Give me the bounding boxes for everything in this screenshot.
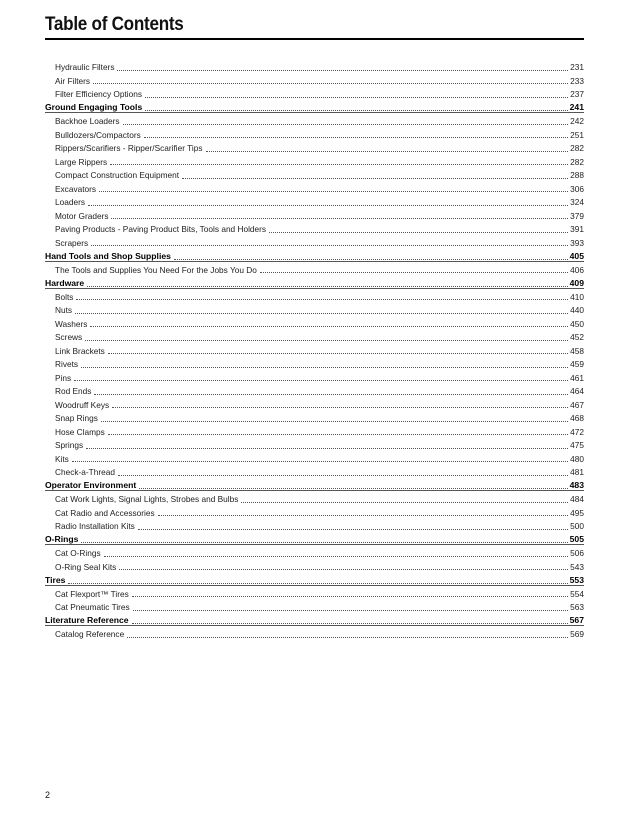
toc-entry[interactable] [45, 490, 584, 504]
toc-entry[interactable] [45, 207, 584, 221]
toc-entry-label: Hand Tools and Shop Supplies [45, 250, 171, 261]
toc-entry-label: Screws [55, 332, 83, 343]
toc-entry-label: Compact Construction Equipment [55, 170, 180, 181]
toc-entry[interactable] [45, 504, 584, 518]
toc-entry[interactable] [45, 517, 584, 531]
dot-leader [111, 217, 568, 219]
dot-leader [81, 366, 568, 368]
title-rule [45, 38, 584, 40]
toc-entry-label: Filter Efficiency Options [55, 89, 142, 100]
toc-page-number: 379 [570, 210, 584, 221]
dot-leader [145, 96, 568, 98]
dot-leader [138, 528, 568, 530]
dot-leader [112, 406, 568, 408]
toc-entry[interactable] [45, 139, 584, 153]
toc-entry[interactable] [45, 180, 584, 194]
table-of-contents [45, 58, 584, 639]
toc-page-number: 484 [570, 494, 584, 505]
dot-leader [174, 258, 568, 260]
dot-leader [144, 136, 568, 138]
toc-entry-label: Literature Reference [45, 615, 129, 626]
toc-page-number: 506 [570, 548, 584, 559]
toc-page-number: 440 [570, 305, 584, 316]
toc-page-number: 452 [570, 332, 584, 343]
toc-entry-label: Operator Environment [45, 480, 137, 491]
toc-entry[interactable] [45, 423, 584, 437]
toc-page-number: 569 [570, 629, 584, 640]
toc-entry-label: O-Rings [45, 534, 79, 545]
toc-page-number: 461 [570, 372, 584, 383]
dot-leader [101, 420, 568, 422]
toc-entry-label: Cat Radio and Accessories [55, 507, 155, 518]
toc-page-number: 288 [570, 170, 584, 181]
toc-entry[interactable] [45, 328, 584, 342]
toc-entry[interactable] [45, 436, 584, 450]
toc-entry-label: Radio Installation Kits [55, 521, 135, 532]
toc-section-heading[interactable] [45, 571, 584, 585]
toc-entry[interactable] [45, 234, 584, 248]
toc-page-number: 251 [570, 129, 584, 140]
toc-entry-label: Bulldozers/Compactors [55, 129, 141, 140]
toc-page-number: 495 [570, 507, 584, 518]
toc-entry-label: Rippers/Scarifiers - Ripper/Scarifier Tips [55, 143, 203, 154]
toc-page-number: 467 [570, 399, 584, 410]
toc-section-heading[interactable] [45, 99, 584, 113]
toc-entry-label: Hardware [45, 277, 85, 288]
toc-entry-label: Check-a-Thread [55, 467, 115, 478]
toc-entry-label: Snap Rings [55, 413, 98, 424]
toc-page-number: 505 [569, 534, 584, 545]
dot-leader [206, 150, 568, 152]
toc-entry[interactable] [45, 409, 584, 423]
dot-leader [108, 352, 568, 354]
toc-page-number: 237 [570, 89, 584, 100]
dot-leader [104, 555, 568, 557]
dot-leader [94, 393, 568, 395]
toc-page-number: 464 [570, 386, 584, 397]
dot-leader [132, 595, 568, 597]
toc-entry[interactable] [45, 315, 584, 329]
dot-leader [117, 69, 568, 71]
dot-leader [118, 474, 568, 476]
toc-section-heading[interactable] [45, 531, 584, 545]
toc-entry-label: Hose Clamps [55, 426, 105, 437]
toc-section-heading[interactable] [45, 477, 584, 491]
toc-entry[interactable] [45, 58, 584, 72]
toc-page-number: 324 [570, 197, 584, 208]
toc-entry[interactable] [45, 85, 584, 99]
toc-entry[interactable] [45, 301, 584, 315]
dot-leader [133, 609, 568, 611]
toc-entry[interactable] [45, 598, 584, 612]
dot-leader [85, 339, 568, 341]
dot-leader [76, 298, 568, 300]
toc-entry[interactable] [45, 342, 584, 356]
toc-entry-label: Excavators [55, 183, 97, 194]
toc-entry-label: Bolts [55, 291, 74, 302]
toc-page-number: 393 [570, 237, 584, 248]
dot-leader [139, 487, 567, 489]
toc-entry[interactable] [45, 355, 584, 369]
toc-entry-label: Link Brackets [55, 345, 105, 356]
toc-entry-label: Kits [55, 453, 69, 464]
toc-page-number: 481 [570, 467, 584, 478]
toc-page-number: 282 [570, 143, 584, 154]
toc-entry-label: Paving Products - Paving Product Bits, Tools and Holders [55, 224, 267, 235]
toc-entry-label: Cat Pneumatic Tires [55, 602, 130, 613]
toc-entry-label: The Tools and Supplies You Need For the Jobs You Do [55, 264, 257, 275]
toc-page-number: 567 [569, 615, 584, 626]
toc-entry-label: Cat Flexport™ Tires [55, 588, 129, 599]
toc-page-number: 450 [570, 318, 584, 329]
toc-page-number: 410 [570, 291, 584, 302]
toc-entry-label: Hydraulic Filters [55, 62, 115, 73]
toc-entry[interactable] [45, 369, 584, 383]
toc-page-number: 472 [570, 426, 584, 437]
dot-leader [87, 285, 567, 287]
dot-leader [127, 636, 568, 638]
toc-entry-label: Rivets [55, 359, 79, 370]
toc-entry[interactable] [45, 220, 584, 234]
dot-leader [72, 460, 568, 462]
toc-entry[interactable] [45, 72, 584, 86]
dot-leader [260, 271, 568, 273]
page-title: Table of Contents [45, 14, 184, 35]
toc-entry[interactable] [45, 193, 584, 207]
dot-leader [99, 190, 568, 192]
toc-entry[interactable] [45, 585, 584, 599]
toc-page-number: 233 [570, 75, 584, 86]
dot-leader [132, 622, 568, 624]
toc-section-heading[interactable] [45, 247, 584, 261]
toc-page-number: 475 [570, 440, 584, 451]
toc-entry-label: Woodruff Keys [55, 399, 110, 410]
toc-page-number: 483 [569, 480, 584, 491]
dot-leader [123, 123, 568, 125]
toc-page-number: 563 [570, 602, 584, 613]
toc-entry-label: Catalog Reference [55, 629, 125, 640]
toc-entry-label: Ground Engaging Tools [45, 102, 143, 113]
toc-entry[interactable] [45, 261, 584, 275]
toc-entry[interactable] [45, 396, 584, 410]
toc-entry-label: Washers [55, 318, 88, 329]
toc-entry-label: Rod Ends [55, 386, 92, 397]
toc-entry[interactable] [45, 126, 584, 140]
toc-page-number: 458 [570, 345, 584, 356]
toc-entry[interactable] [45, 166, 584, 180]
toc-entry-label: Motor Graders [55, 210, 109, 221]
toc-entry-label: Large Rippers [55, 156, 108, 167]
toc-page-number: 231 [570, 62, 584, 73]
toc-page-number: 468 [570, 413, 584, 424]
dot-leader [90, 325, 568, 327]
dot-leader [86, 447, 568, 449]
toc-entry-label: Loaders [55, 197, 85, 208]
toc-page-number: 543 [570, 561, 584, 572]
dot-leader [241, 501, 568, 503]
toc-entry-label: Backhoe Loaders [55, 116, 120, 127]
toc-page-number: 241 [569, 102, 584, 113]
toc-section-heading[interactable] [45, 612, 584, 626]
toc-entry-label: Tires [45, 574, 66, 585]
toc-page-number: 409 [569, 277, 584, 288]
toc-entry[interactable] [45, 463, 584, 477]
toc-page-number: 480 [570, 453, 584, 464]
toc-entry[interactable] [45, 153, 584, 167]
toc-entry-label: Scrapers [55, 237, 89, 248]
dot-leader [110, 163, 568, 165]
dot-leader [108, 433, 568, 435]
toc-entry[interactable] [45, 625, 584, 639]
dot-leader [91, 244, 568, 246]
toc-entry-label: Air Filters [55, 75, 91, 86]
toc-entry-label: Cat O-Rings [55, 548, 101, 559]
toc-entry[interactable] [45, 112, 584, 126]
toc-page-number: 391 [570, 224, 584, 235]
page-number: 2 [45, 790, 51, 800]
toc-entry-label: Springs [55, 440, 84, 451]
toc-page-number: 554 [570, 588, 584, 599]
dot-leader [74, 379, 568, 381]
toc-entry[interactable] [45, 558, 584, 572]
toc-page-number: 242 [570, 116, 584, 127]
toc-page-number: 282 [570, 156, 584, 167]
dot-leader [119, 568, 568, 570]
toc-entry-label: O-Ring Seal Kits [55, 561, 117, 572]
toc-entry[interactable] [45, 544, 584, 558]
dot-leader [158, 514, 568, 516]
toc-entry-label: Nuts [55, 305, 73, 316]
dot-leader [68, 582, 567, 584]
dot-leader [88, 204, 568, 206]
toc-page-number: 459 [570, 359, 584, 370]
toc-entry[interactable] [45, 288, 584, 302]
toc-page-number: 500 [570, 521, 584, 532]
toc-entry[interactable] [45, 382, 584, 396]
toc-page-number: 405 [569, 250, 584, 261]
toc-page-number: 553 [569, 574, 584, 585]
toc-page-number: 306 [570, 183, 584, 194]
dot-leader [75, 312, 568, 314]
toc-entry-label: Cat Work Lights, Signal Lights, Strobes and Bulbs [55, 494, 239, 505]
dot-leader [93, 82, 568, 84]
dot-leader [145, 109, 567, 111]
toc-section-heading[interactable] [45, 274, 584, 288]
toc-entry[interactable] [45, 450, 584, 464]
dot-leader [182, 177, 568, 179]
dot-leader [269, 231, 568, 233]
dot-leader [81, 541, 567, 543]
toc-page-number: 406 [570, 264, 584, 275]
toc-entry-label: Pins [55, 372, 72, 383]
